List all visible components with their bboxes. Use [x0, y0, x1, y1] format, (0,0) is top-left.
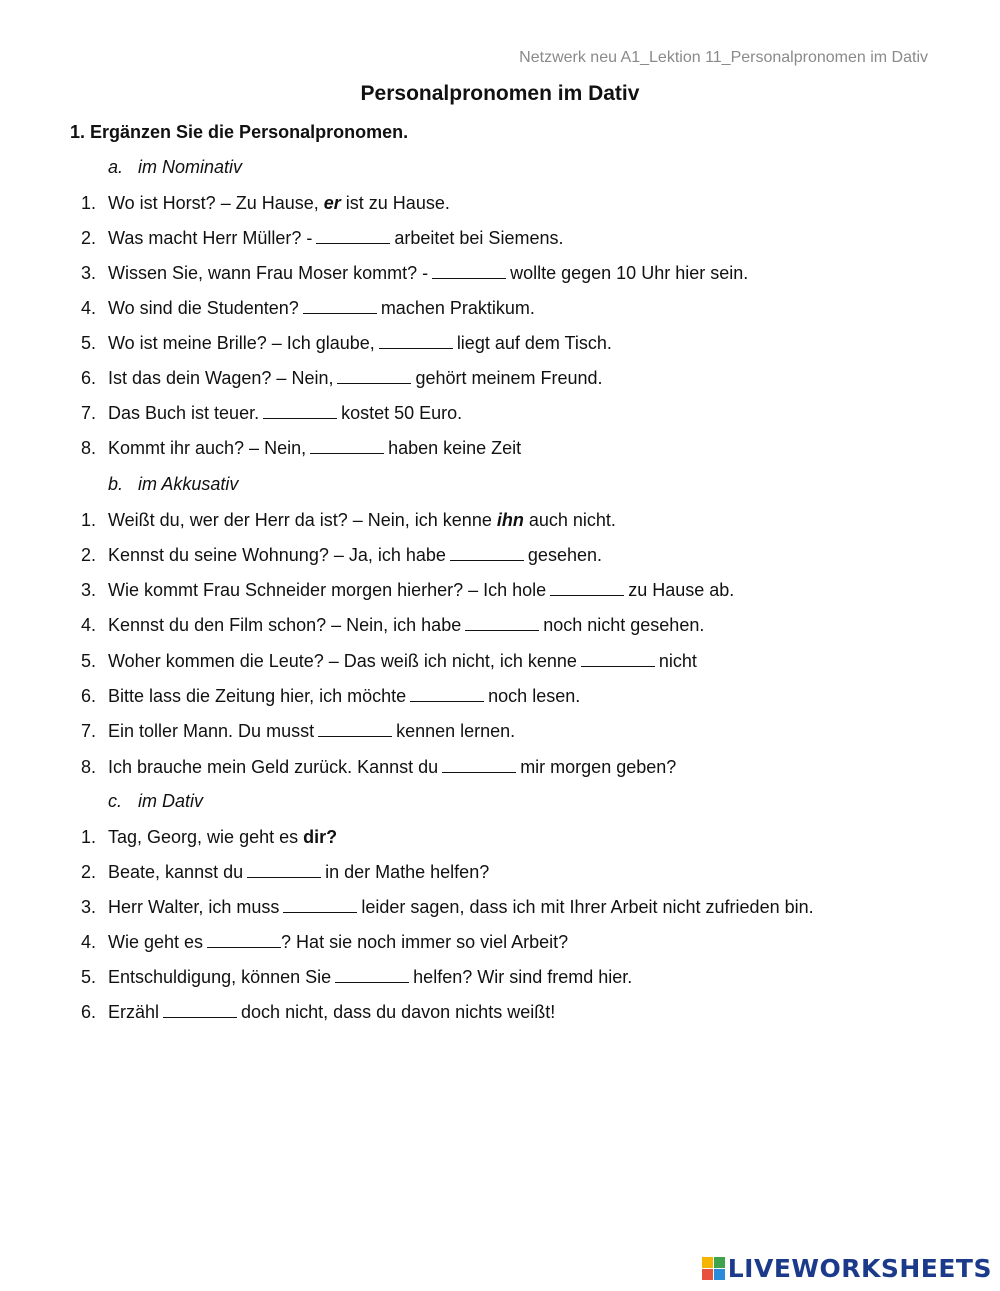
logo-block — [714, 1269, 725, 1280]
item-number: 6. — [80, 368, 96, 388]
item-text-after: arbeitet bei Siemens. — [394, 228, 564, 248]
item-number: 2. — [80, 228, 96, 248]
item-number: 8. — [80, 438, 96, 458]
exercise-row — [70, 297, 950, 319]
answer-blank[interactable] — [465, 614, 539, 631]
item-text-before: Weißt du, wer der Herr da ist? – Nein, ich kenne — [108, 510, 492, 530]
item-number: 8. — [80, 757, 96, 777]
item-text-before: Wo ist meine Brille? – Ich glaube, — [108, 333, 375, 353]
item-text-after: ? Hat sie noch immer so viel Arbeit? — [281, 932, 569, 952]
item-text-after: doch nicht, dass du davon nichts weißt! — [241, 1002, 556, 1022]
section-letter: c. — [108, 791, 123, 811]
exercise-row — [70, 826, 950, 848]
item-text-after: haben keine Zeit — [388, 438, 522, 458]
item-text-before: Was macht Herr Müller? - — [108, 228, 313, 248]
liveworksheets-logo — [702, 1254, 992, 1283]
item-text-after: gesehen. — [527, 545, 602, 565]
exercise-row — [70, 509, 950, 531]
item-number: 5. — [80, 651, 96, 671]
answer-blank[interactable] — [163, 1001, 237, 1018]
exercise-row — [70, 861, 950, 883]
item-number: 3. — [80, 263, 96, 283]
item-text-after: zu Hause ab. — [628, 580, 735, 600]
item-number: 1. — [80, 827, 96, 847]
item-number: 7. — [80, 403, 96, 423]
section-heading-akkusativ — [108, 474, 238, 495]
answer-blank[interactable] — [207, 931, 281, 948]
item-number: 4. — [80, 615, 96, 635]
example-answer: er — [323, 193, 341, 213]
answer-blank[interactable] — [283, 896, 357, 913]
exercise-row — [70, 402, 950, 424]
item-number: 3. — [80, 580, 96, 600]
item-text-before: Kennst du seine Wohnung? – Ja, ich habe — [108, 545, 446, 565]
item-text-after: noch nicht gesehen. — [543, 615, 705, 635]
exercise-row — [70, 650, 950, 672]
item-text-before: Wissen Sie, wann Frau Moser kommt? - — [108, 263, 429, 283]
item-text-after: nicht — [658, 651, 697, 671]
logo-blocks-icon — [702, 1257, 725, 1280]
item-text-before: Ein toller Mann. Du musst — [108, 721, 315, 741]
exercise-row — [70, 192, 950, 214]
item-text-before: Tag, Georg, wie geht es — [108, 827, 299, 847]
answer-blank[interactable] — [410, 685, 484, 702]
item-number: 5. — [80, 333, 96, 353]
item-text-after: wollte gegen 10 Uhr hier sein. — [510, 263, 749, 283]
answer-blank[interactable] — [316, 227, 390, 244]
exercise-row — [70, 1001, 950, 1023]
item-text-after: auch nicht. — [528, 510, 616, 530]
answer-blank[interactable] — [335, 966, 409, 983]
answer-blank[interactable] — [247, 861, 321, 878]
logo-block — [702, 1269, 713, 1280]
item-number: 2. — [80, 862, 96, 882]
section-letter: b. — [108, 474, 124, 494]
section-heading-nominativ — [108, 157, 242, 178]
item-number: 4. — [80, 298, 96, 318]
item-number: 6. — [80, 1002, 96, 1022]
example-answer: dir? — [303, 827, 338, 847]
item-text-after: helfen? Wir sind fremd hier. — [413, 967, 633, 987]
exercise-row — [70, 332, 950, 354]
section-label: im Dativ — [138, 791, 204, 811]
item-text-after: liegt auf dem Tisch. — [456, 333, 612, 353]
answer-blank[interactable] — [432, 262, 506, 279]
item-text-after: mir morgen geben? — [520, 757, 677, 777]
exercise-row — [70, 262, 950, 284]
logo-text: LIVEWORKSHEETS — [727, 1254, 992, 1283]
item-text-after: kostet 50 Euro. — [341, 403, 463, 423]
item-text-before: Erzähl — [108, 1002, 160, 1022]
item-text-before: Kommt ihr auch? – Nein, — [108, 438, 307, 458]
exercise-row — [70, 614, 950, 636]
exercise-row — [70, 720, 950, 742]
item-number: 4. — [80, 932, 96, 952]
item-number: 3. — [80, 897, 96, 917]
answer-blank[interactable] — [450, 544, 524, 561]
exercise-row — [70, 579, 950, 601]
exercise-row — [70, 896, 950, 918]
item-text-before: Bitte lass die Zeitung hier, ich möchte — [108, 686, 407, 706]
item-number: 6. — [80, 686, 96, 706]
exercise-row — [70, 227, 950, 249]
answer-blank[interactable] — [303, 297, 377, 314]
answer-blank[interactable] — [318, 720, 392, 737]
answer-blank[interactable] — [550, 579, 624, 596]
item-number: 1. — [80, 193, 96, 213]
item-text-after: gehört meinem Freund. — [415, 368, 603, 388]
answer-blank[interactable] — [379, 332, 453, 349]
item-text-after: ist zu Hause. — [345, 193, 450, 213]
item-text-before: Wie kommt Frau Schneider morgen hierher? – Ich hole — [108, 580, 547, 600]
task-instruction: 1. Ergänzen Sie die Personalpronomen. — [70, 122, 409, 142]
answer-blank[interactable] — [442, 756, 516, 773]
item-text-after: kennen lernen. — [396, 721, 516, 741]
item-text-after: machen Praktikum. — [380, 298, 535, 318]
exercise-row — [70, 367, 950, 389]
item-text-before: Wo sind die Studenten? — [108, 298, 299, 318]
item-text-before: Ist das dein Wagen? – Nein, — [108, 368, 334, 388]
answer-blank[interactable] — [337, 367, 411, 384]
section-heading-dativ — [108, 791, 203, 812]
item-number: 7. — [80, 721, 96, 741]
item-number: 1. — [80, 510, 96, 530]
section-label: im Nominativ — [138, 157, 243, 177]
page-title: Personalpronomen im Dativ — [360, 82, 640, 105]
item-text-before: Wie geht es — [108, 932, 204, 952]
item-text-before: Woher kommen die Leute? – Das weiß ich nicht, ich kenne — [108, 651, 577, 671]
item-text-before: Ich brauche mein Geld zurück. Kannst du — [108, 757, 439, 777]
exercise-row — [70, 544, 950, 566]
exercise-row — [70, 685, 950, 707]
item-text-before: Wo ist Horst? – Zu Hause, — [108, 193, 319, 213]
item-text-after: noch lesen. — [488, 686, 581, 706]
logo-block — [702, 1257, 713, 1268]
item-text-after: in der Mathe helfen? — [325, 862, 490, 882]
item-text-after: leider sagen, dass ich mit Ihrer Arbeit nicht zufrieden bin. — [361, 897, 814, 917]
answer-blank[interactable] — [310, 437, 384, 454]
exercise-row — [70, 437, 950, 459]
item-text-before: Herr Walter, ich muss — [108, 897, 280, 917]
example-answer: ihn — [496, 510, 524, 530]
item-text-before: Entschuldigung, können Sie — [108, 967, 332, 987]
item-number: 2. — [80, 545, 96, 565]
item-text-before: Kennst du den Film schon? – Nein, ich habe — [108, 615, 462, 635]
logo-block — [714, 1257, 725, 1268]
answer-blank[interactable] — [263, 402, 337, 419]
exercise-row — [70, 966, 950, 988]
answer-blank[interactable] — [581, 650, 655, 667]
exercise-row — [70, 931, 950, 953]
section-letter: a. — [108, 157, 124, 177]
header-note: Netzwerk neu A1_Lektion 11_Personalpronomen im Dativ — [519, 49, 928, 66]
item-number: 5. — [80, 967, 96, 987]
section-label: im Akkusativ — [138, 474, 239, 494]
item-text-before: Das Buch ist teuer. — [108, 403, 260, 423]
exercise-row — [70, 756, 950, 778]
item-text-before: Beate, kannst du — [108, 862, 244, 882]
